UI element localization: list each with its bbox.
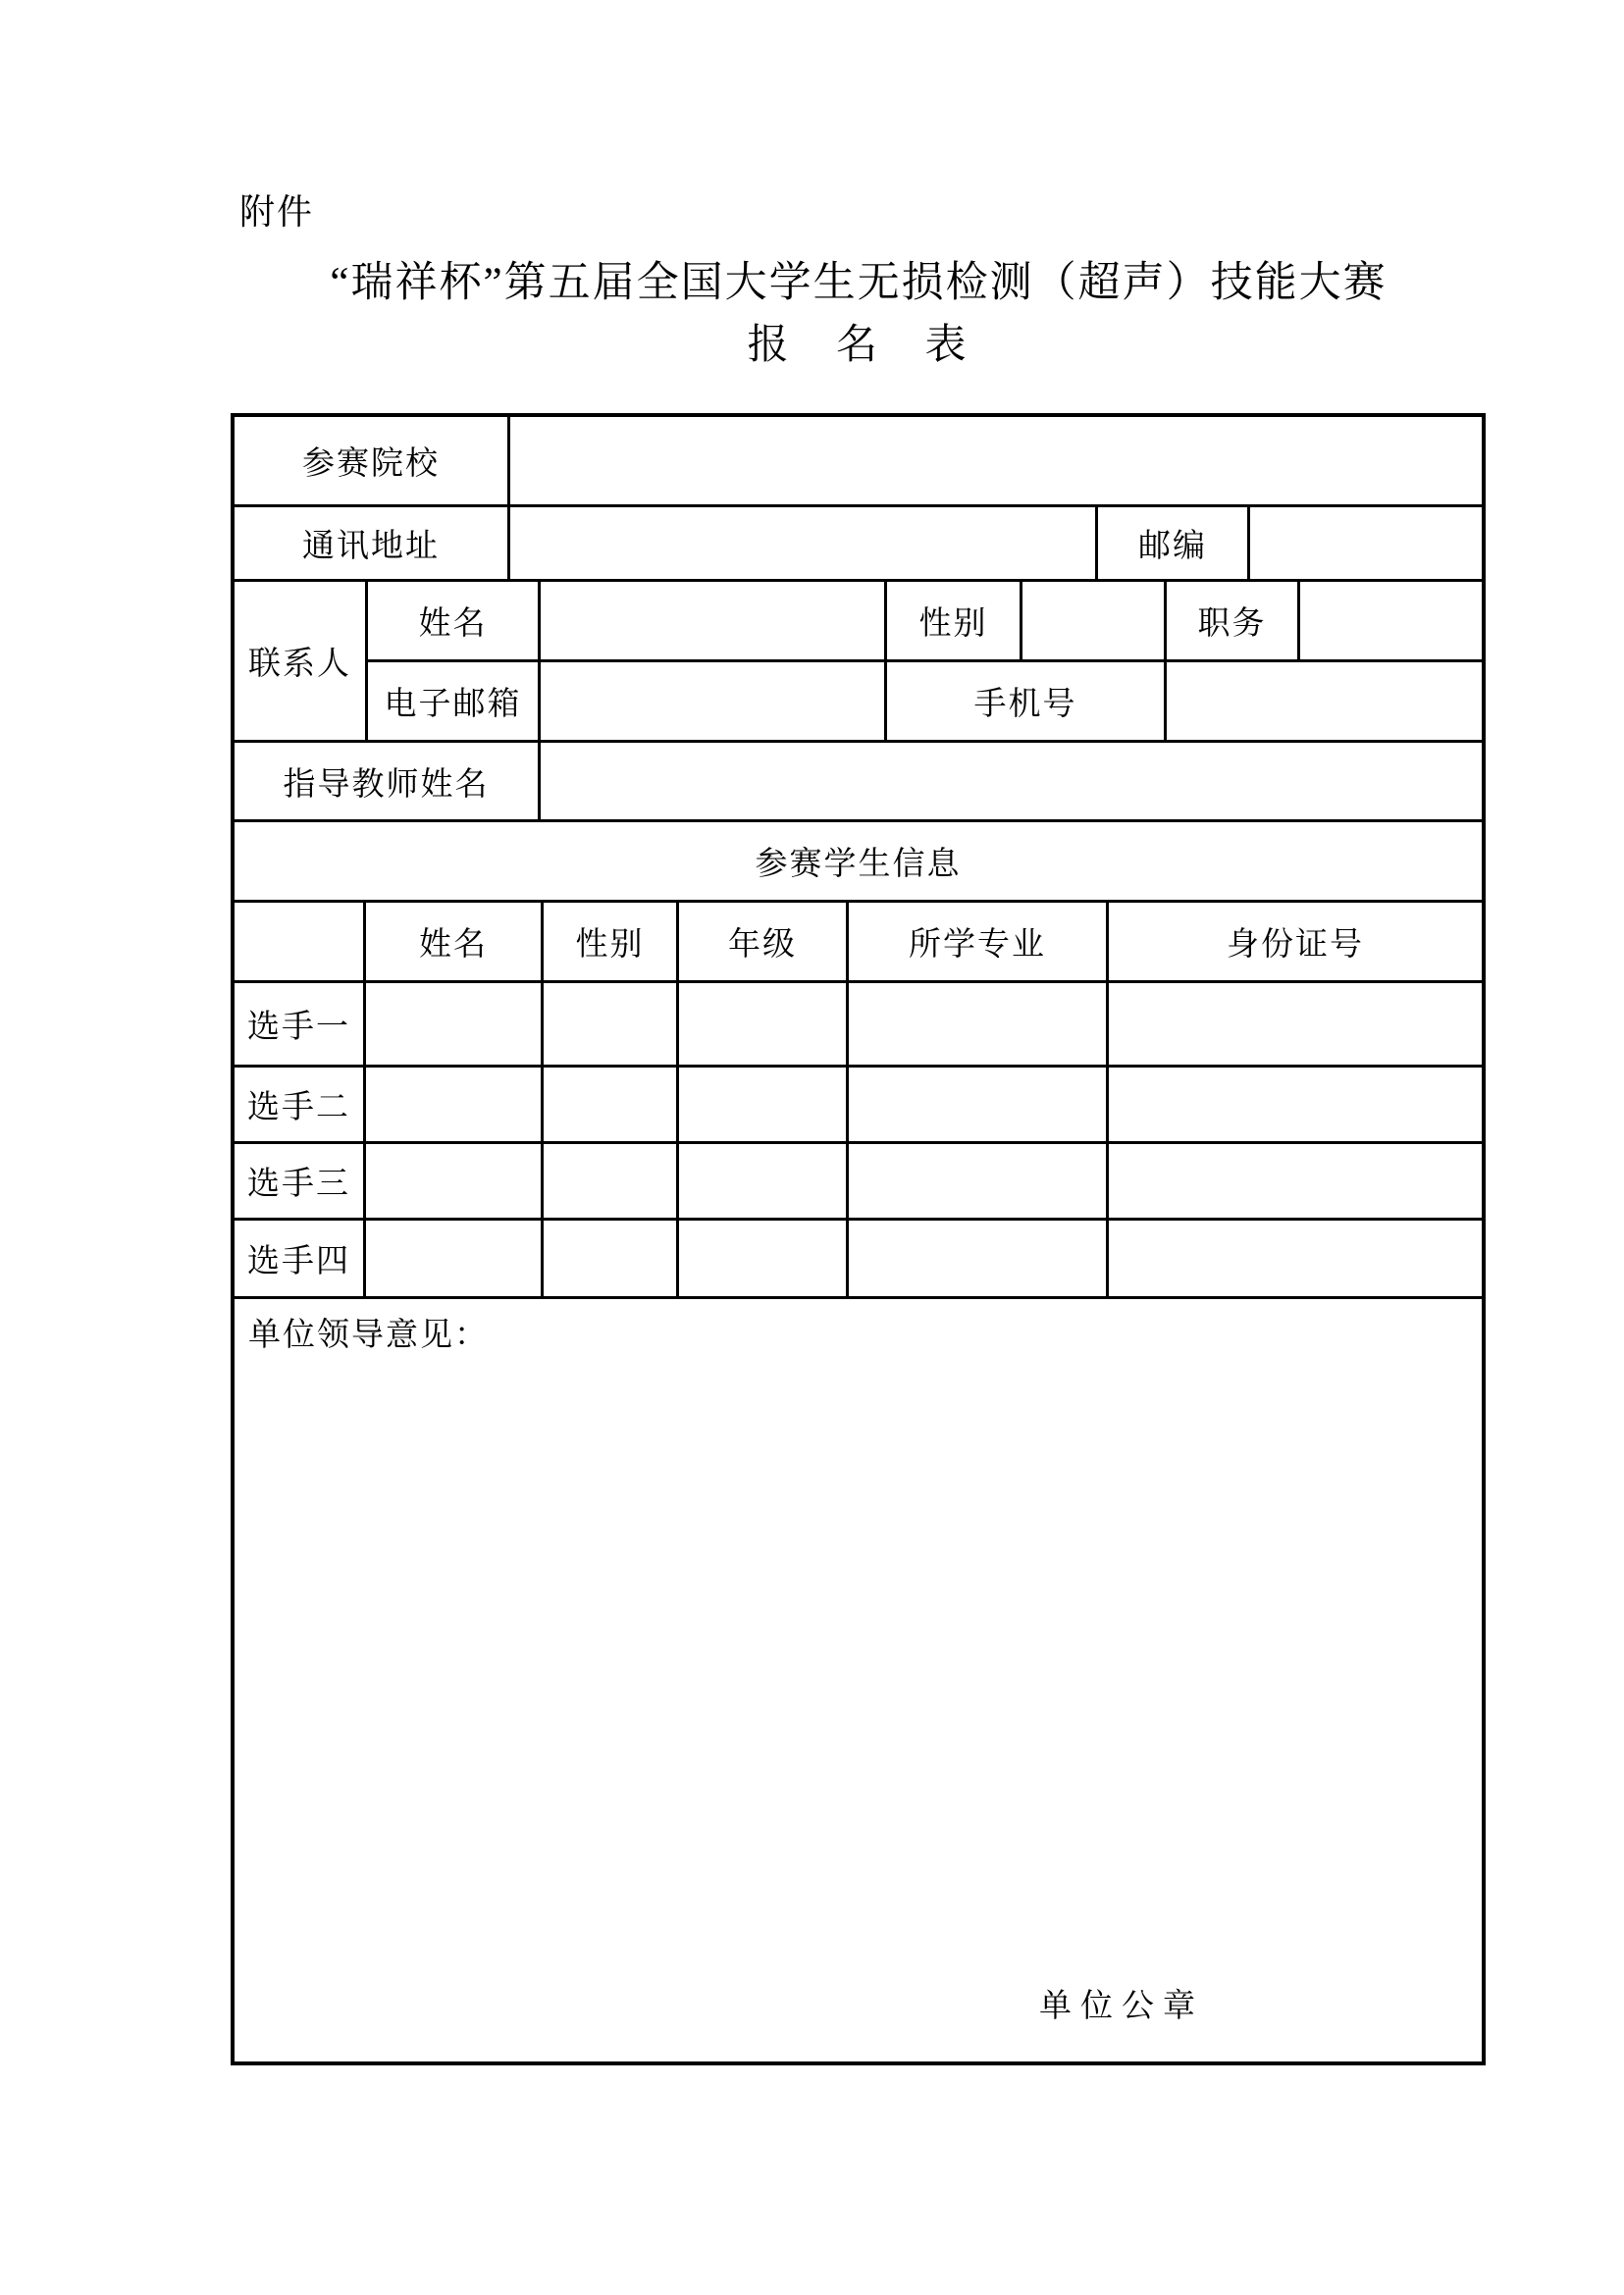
contact-rows-group — [235, 582, 1482, 743]
attachment-label: 附件 — [239, 191, 315, 232]
player-2-name-cell — [366, 1068, 544, 1141]
player-4-id-cell — [1109, 1221, 1482, 1296]
students-header-row — [235, 903, 1482, 983]
player-3-grade-cell — [679, 1144, 849, 1218]
player-3-major-cell — [849, 1144, 1109, 1218]
player-2-grade-cell — [679, 1068, 849, 1141]
contact-name-label: 姓名 — [368, 582, 541, 659]
player-2-id-cell — [1109, 1068, 1482, 1141]
students-header-grade: 年级 — [679, 903, 849, 980]
leader-opinion-row — [235, 1299, 1482, 2061]
unit-seal-label: 单位公章 — [1039, 1989, 1204, 2024]
students-section-title: 参赛学生信息 — [755, 847, 962, 882]
player-1-label: 选手一 — [235, 983, 366, 1065]
player-row-3 — [235, 1144, 1482, 1221]
address-row — [235, 507, 1482, 582]
students-header-id-number: 身份证号 — [1227, 927, 1364, 963]
students-header-corner-cell — [235, 903, 366, 980]
contact-gender-label: 性别 — [887, 582, 1022, 659]
leader-opinion-cell — [235, 1299, 1482, 2061]
school-field-cell — [510, 417, 1482, 504]
contact-gender-field-cell — [1022, 582, 1167, 659]
contact-email-field-cell — [541, 662, 887, 740]
player-3-gender-cell — [544, 1144, 679, 1218]
contact-title-field-cell — [1300, 582, 1482, 659]
advisor-row — [235, 743, 1482, 822]
player-1-name-cell — [366, 983, 544, 1065]
address-label: 通讯地址 — [235, 507, 510, 579]
students-header-major: 所学专业 — [849, 903, 1109, 980]
player-1-grade-cell — [679, 983, 849, 1065]
postcode-field-cell — [1250, 507, 1482, 579]
player-row-1 — [235, 983, 1482, 1068]
player-2-label: 选手二 — [235, 1068, 366, 1141]
contact-email-row — [368, 662, 1482, 740]
advisor-field-cell — [541, 743, 1482, 819]
registration-form-table — [231, 413, 1486, 2065]
player-4-label: 选手四 — [235, 1221, 366, 1296]
postcode-label: 邮编 — [1098, 507, 1250, 579]
students-section-row — [235, 822, 1482, 903]
school-label: 参赛院校 — [235, 417, 510, 504]
player-row-2 — [235, 1068, 1482, 1144]
player-3-name-cell — [366, 1144, 544, 1218]
player-1-gender-cell — [544, 983, 679, 1065]
player-1-major-cell — [849, 983, 1109, 1065]
player-3-id-cell — [1109, 1144, 1482, 1218]
contact-label: 联系人 — [235, 582, 368, 740]
contact-detail-column — [368, 582, 1482, 740]
contact-name-row — [368, 582, 1482, 662]
player-2-major-cell — [849, 1068, 1109, 1141]
contact-name-field-cell — [541, 582, 887, 659]
player-4-major-cell — [849, 1221, 1109, 1296]
contact-email-label: 电子邮箱 — [368, 662, 541, 740]
contact-title-label: 职务 — [1167, 582, 1300, 659]
player-1-id-cell — [1109, 983, 1482, 1065]
document-title: “瑞祥杯”第五届全国大学生无损检测（超声）技能大赛 — [330, 260, 1388, 306]
contact-mobile-label: 手机号 — [887, 662, 1167, 740]
document-subtitle: 报 名 表 — [747, 323, 970, 368]
advisor-label: 指导教师姓名 — [235, 743, 541, 819]
player-4-name-cell — [366, 1221, 544, 1296]
player-3-label: 选手三 — [235, 1144, 366, 1218]
player-4-gender-cell — [544, 1221, 679, 1296]
player-row-4 — [235, 1221, 1482, 1299]
player-2-gender-cell — [544, 1068, 679, 1141]
contact-mobile-field-cell — [1167, 662, 1482, 740]
leader-opinion-label: 单位领导意见： — [248, 1318, 489, 1353]
school-row — [235, 417, 1482, 507]
address-field-cell — [510, 507, 1098, 579]
students-header-name: 姓名 — [366, 903, 544, 980]
students-header-gender: 性别 — [544, 903, 679, 980]
player-4-grade-cell — [679, 1221, 849, 1296]
